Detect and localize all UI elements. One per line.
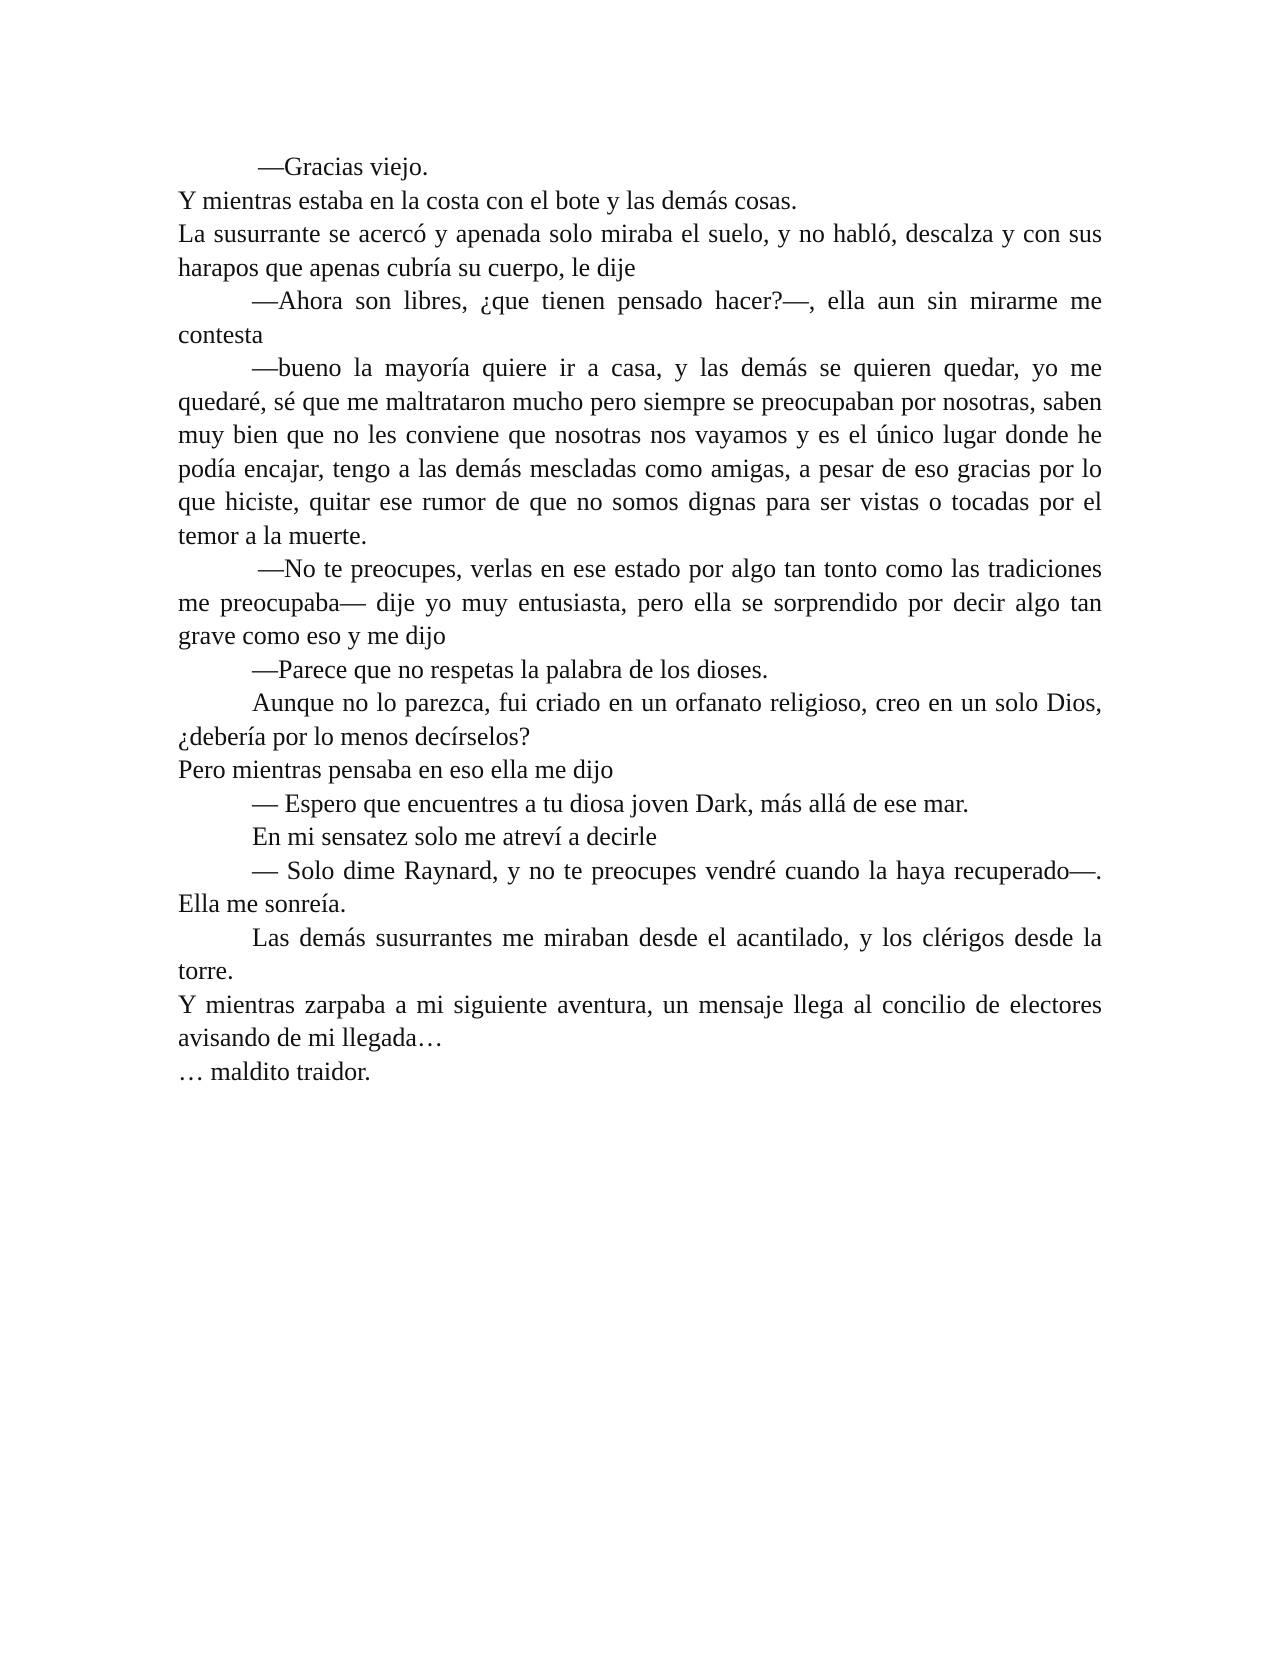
paragraph: Y mientras estaba en la costa con el bote y las demás cosas. [178,185,798,215]
paragraph: — Solo dime Raynard, y no te preocupes vendré cuando la haya recuperado—. Ella me sonreía. [178,855,1102,918]
paragraph: —Ahora son libres, ¿que tienen pensado hacer?—, ella aun sin mirarme me contesta [178,286,1102,349]
paragraph: Pero mientras pensaba en eso ella me dijo [178,755,614,784]
paragraph: — Espero que encuentres a tu diosa joven Dark, más allá de ese mar. [252,788,969,818]
paragraph: —No te preocupes, verlas en ese estado por algo tan tonto como las tradiciones me preocupaba— dije yo muy entusiasta, pero ella se sorprendido por decir algo tan grave como eso y me dijo [178,554,1102,650]
paragraph: La susurrante se acercó y apenada solo miraba el suelo, y no habló, descalza y con sus harapos que apenas cubría su cuerpo, le dije [178,219,1102,282]
document-body [178,150,1102,1088]
paragraph: En mi sensatez solo me atreví a decirle [252,822,658,851]
paragraph: Las demás susurrantes me miraban desde el acantilado, y los clérigos desde la torre. [178,922,1102,985]
paragraph: —Gracias viejo. [258,152,429,181]
paragraph: —bueno la mayoría quiere ir a casa, y las demás se quieren quedar, yo me quedaré, sé que me maltrataron mucho pero siempre se preocupaban por nosotras, saben muy bien que no les conviene que nosotras nos vayamos y es el único lugar donde he podía encajar, tengo a las demás mescladas como amigas, a pesar de eso gracias por lo que hiciste, quitar ese rumor de que no somos dignas para ser vistas o tocadas por el temor a la muerte. [178,353,1102,550]
paragraph: Aunque no lo parezca, fui criado en un orfanato religioso, creo en un solo Dios, ¿debería por lo menos decírselos? [178,688,1102,751]
paragraph: —Parece que no respetas la palabra de los dioses. [252,654,769,684]
paragraph: Y mientras zarpaba a mi siguiente aventura, un mensaje llega al concilio de electores avisando de mi llegada… [178,989,1102,1052]
paragraph: … maldito traidor. [178,1056,371,1086]
